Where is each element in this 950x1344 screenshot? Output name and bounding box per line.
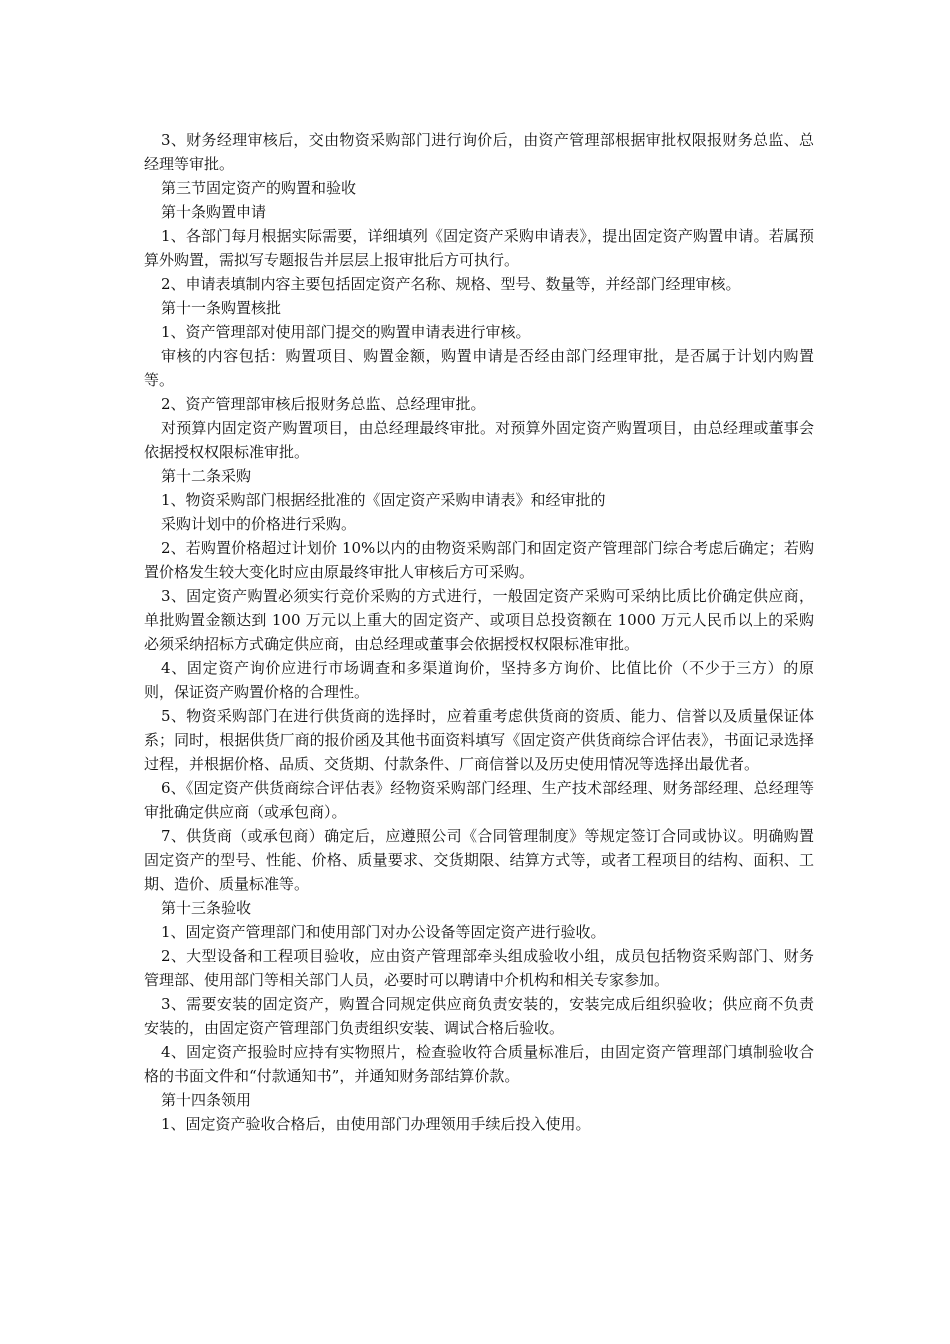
article-heading: 第十一条购置核批 <box>161 299 282 317</box>
paragraph: 审核的内容包括：购置项目、购置金额，购置申请是否经由部门经理审批，是否属于计划内购置等。 <box>144 347 814 389</box>
paragraph: 2、申请表填制内容主要包括固定资产名称、规格、型号、数量等，并经部门经理审核。 <box>161 275 741 293</box>
paragraph: 4、固定资产报验时应持有实物照片，检查验收符合质量标准后，由固定资产管理部门填制验收合格的书面文件和“付款通知书”，并通知财务部结算价款。 <box>144 1043 814 1085</box>
paragraph: 2、资产管理部审核后报财务总监、总经理审批。 <box>161 395 486 413</box>
paragraph: 6、《固定资产供货商综合评估表》经物资采购部门经理、生产技术部经理、财务部经理、总经理等审批确定供应商（或承包商）。 <box>144 779 814 821</box>
paragraph: 3、财务经理审核后，交由物资采购部门进行询价后，由资产管理部根据审批权限报财务总监、总经理等审批。 <box>144 131 814 173</box>
paragraph: 1、各部门每月根据实际需要，详细填列《固定资产采购申请表》，提出固定资产购置申请。若属预算外购置，需拟写专题报告并层层上报审批后方可执行。 <box>144 227 814 269</box>
article-heading: 第十条购置申请 <box>161 203 267 221</box>
paragraph: 5、物资采购部门在进行供货商的选择时，应着重考虑供货商的资质、能力、信誉以及质量保证体系；同时，根据供货厂商的报价函及其他书面资料填写《固定资产供货商综合评估表》，书面记录选择过程，并根据价格、品质、交货期、付款条件、厂商信誉以及历史使用情况等选择出最优者。 <box>144 707 814 773</box>
paragraph: 1、物资采购部门根据经批准的《固定资产采购申请表》和经审批的 <box>161 491 606 509</box>
paragraph: 对预算内固定资产购置项目，由总经理最终审批。对预算外固定资产购置项目，由总经理或董事会依据授权权限标准审批。 <box>144 419 814 461</box>
article-heading: 第十三条验收 <box>161 899 252 917</box>
document-body <box>144 128 814 1136</box>
paragraph: 1、固定资产管理部门和使用部门对办公设备等固定资产进行验收。 <box>161 923 606 941</box>
paragraph: 2、若购置价格超过计划价 10%以内的由物资采购部门和固定资产管理部门综合考虑后确定；若购置价格发生较大变化时应由原最终审批人审核后方可采购。 <box>144 539 814 581</box>
paragraph: 1、资产管理部对使用部门提交的购置申请表进行审核。 <box>161 323 531 341</box>
section-heading: 第三节固定资产的购置和验收 <box>161 179 357 197</box>
paragraph: 2、大型设备和工程项目验收，应由资产管理部牵头组成验收小组，成员包括物资采购部门、财务管理部、使用部门等相关部门人员，必要时可以聘请中介机构和相关专家参加。 <box>144 947 814 989</box>
paragraph: 1、固定资产验收合格后，由使用部门办理领用手续后投入使用。 <box>161 1115 591 1133</box>
paragraph: 4、固定资产询价应进行市场调查和多渠道询价，坚持多方询价、比值比价（不少于三方）的原则，保证资产购置价格的合理性。 <box>144 659 814 701</box>
paragraph: 采购计划中的价格进行采购。 <box>161 515 357 533</box>
paragraph: 3、需要安装的固定资产，购置合同规定供应商负责安装的，安装完成后组织验收；供应商不负责安装的，由固定资产管理部门负责组织安装、调试合格后验收。 <box>144 995 814 1037</box>
paragraph: 3、固定资产购置必须实行竞价采购的方式进行，一般固定资产采购可采纳比质比价确定供应商，单批购置金额达到 100 万元以上重大的固定资产、或项目总投资额在 1000 万元人民币以上的采购必须采纳招标方式确定供应商，由总经理或董事会依据授权权限标准审批。 <box>144 587 814 653</box>
article-heading: 第十二条采购 <box>161 467 252 485</box>
article-heading: 第十四条领用 <box>161 1091 252 1109</box>
paragraph: 7、供货商（或承包商）确定后，应遵照公司《合同管理制度》等规定签订合同或协议。明确购置固定资产的型号、性能、价格、质量要求、交货期限、结算方式等，或者工程项目的结构、面积、工期、造价、质量标准等。 <box>144 827 814 893</box>
